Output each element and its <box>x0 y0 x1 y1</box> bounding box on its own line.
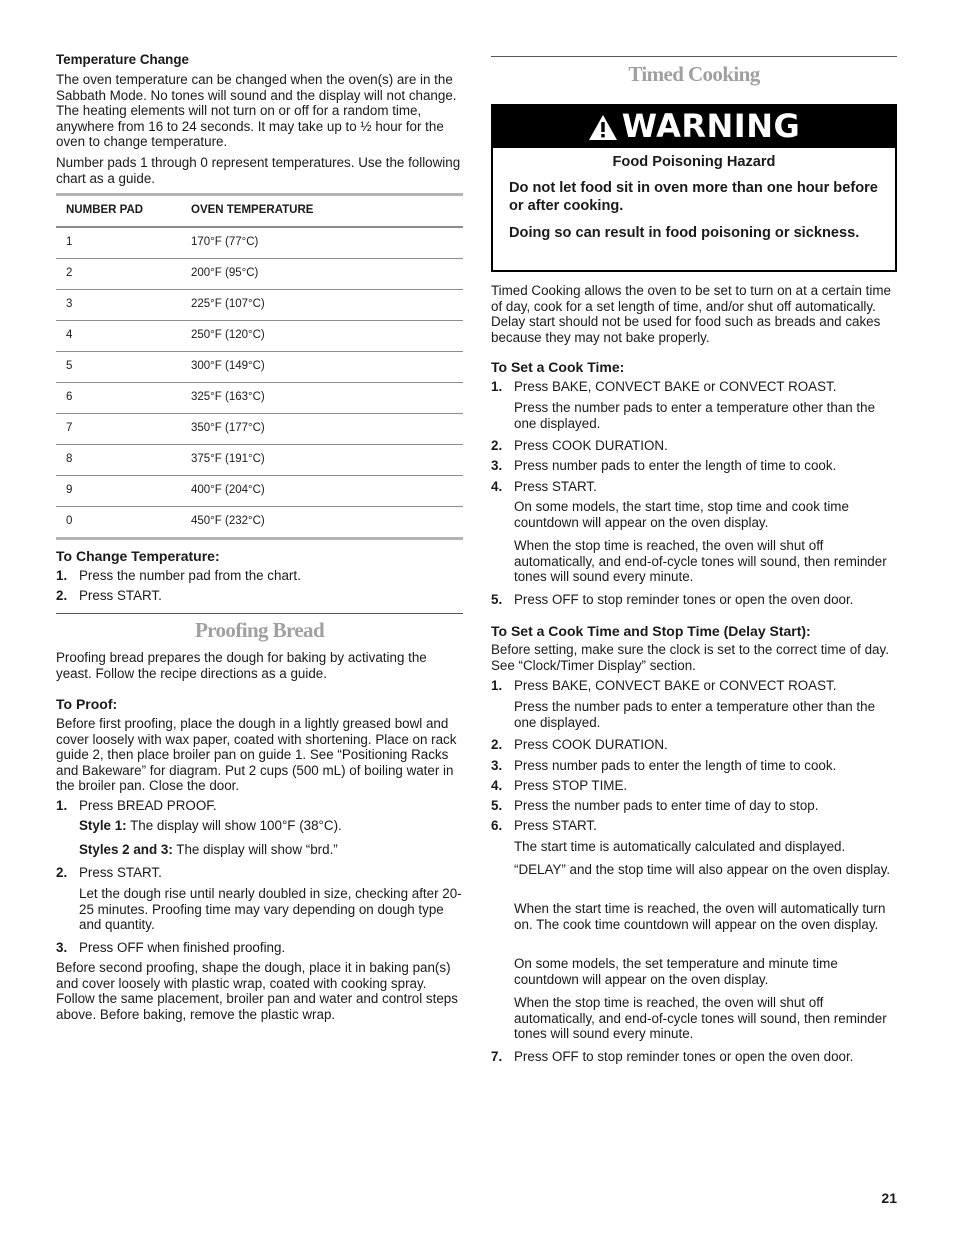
table-cell: 8 <box>56 445 191 476</box>
step-number: 2. <box>56 588 68 603</box>
step-text: Press OFF to stop reminder tones or open the oven door. <box>514 592 854 607</box>
step-note: The start time is automatically calculated and displayed. <box>514 839 846 854</box>
style-1-note <box>79 818 463 834</box>
style-1-label: Style 1: <box>79 818 127 833</box>
table-cell: 4 <box>56 321 191 352</box>
second-proofing-paragraph: Before second proofing, shape the dough, place it in baking pan(s) and cover loosely with plastic wrap, coated with cooking spray. Follow the same placement, broiler pan and water and control steps above. Before baking, remove the plastic wrap. <box>56 960 458 1022</box>
warning-header <box>493 106 895 148</box>
table-row <box>56 227 463 259</box>
timed-cooking-intro: Timed Cooking allows the oven to be set to turn on at a certain time of day, cook for a set length of time, and/or shut off automatically. Delay start should not be used for food such as breads and cakes because they may not bake properly. <box>491 283 891 345</box>
table-header-row <box>56 195 463 228</box>
table-cell: 0 <box>56 507 191 539</box>
warning-body <box>493 153 895 242</box>
step-number: 1. <box>56 568 68 583</box>
to-proof-paragraph: Before first proofing, place the dough in a lightly greased bowl and cover loosely with wax paper, coated with shortening. Place on rack guide 2, then place broiler pan on guide 1. See “Positioning Racks and Bakeware” for diagram. Put 2 cups (500 mL) of boiling water in the broiler pan. Close the door. <box>56 716 457 794</box>
step-number: 3. <box>491 758 503 773</box>
table-row <box>56 383 463 414</box>
step-note: When the start time is reached, the oven will automatically turn on. The cook time countdown will appear on the oven display. <box>514 901 886 932</box>
temperature-chart-intro: Number pads 1 through 0 represent temperatures. Use the following chart as a guide. <box>56 155 461 186</box>
table-cell: 450°F (232°C) <box>191 507 463 539</box>
warning-line-1: Do not let food sit in oven more than one hour before or after cooking. <box>509 180 878 214</box>
step-text: Press START. <box>79 588 162 603</box>
step-text: Press STOP TIME. <box>514 778 628 793</box>
section-divider <box>56 613 463 614</box>
to-proof-heading: To Proof: <box>56 696 118 712</box>
table-cell: 400°F (204°C) <box>191 476 463 507</box>
table-cell: 5 <box>56 352 191 383</box>
proofing-bread-title: Proofing Bread <box>194 618 325 642</box>
table-row <box>56 507 463 539</box>
warning-box <box>491 104 897 272</box>
table-row <box>56 352 463 383</box>
proofing-intro: Proofing bread prepares the dough for baking by activating the yeast. Follow the recipe directions as a guide. <box>56 650 427 681</box>
warning-label: WARNING <box>621 107 801 146</box>
step-text: Press number pads to enter the length of time to cook. <box>514 758 837 773</box>
step-text: Press START. <box>514 479 597 494</box>
warning-triangle-icon <box>588 114 618 141</box>
timed-cooking-title: Timed Cooking <box>628 62 760 86</box>
step-text: Press START. <box>79 865 162 880</box>
table-cell: 300°F (149°C) <box>191 352 463 383</box>
temperature-change-paragraph: The oven temperature can be changed when the oven(s) are in the Sabbath Mode. No tones will sound and the display will not change. The heating elements will not turn on or off for a random time, anywhere from 16 to 24 seconds. It may take up to ½ hour for the oven to change temperature. <box>56 72 457 150</box>
styles-2-3-note <box>79 842 463 858</box>
step-number: 1. <box>491 379 503 394</box>
change-temperature-heading: To Change Temperature: <box>56 548 220 564</box>
table-cell: 7 <box>56 414 191 445</box>
step-text: Press BREAD PROOF. <box>79 798 217 813</box>
section-divider <box>491 56 897 57</box>
step-number: 7. <box>491 1049 503 1064</box>
table-cell: 250°F (120°C) <box>191 321 463 352</box>
step-note: “DELAY” and the stop time will also appear on the oven display. <box>514 862 891 877</box>
table-cell: 325°F (163°C) <box>191 383 463 414</box>
step-note: On some models, the start time, stop time and cook time countdown will appear on the oven display. <box>514 499 849 530</box>
step-2-note: Let the dough rise until nearly doubled in size, checking after 20-25 minutes. Proofing time may vary depending on dough type and quantity. <box>79 886 462 933</box>
table-row <box>56 321 463 352</box>
step-text: Press OFF to stop reminder tones or open the oven door. <box>514 1049 854 1064</box>
table-cell: 1 <box>56 227 191 259</box>
step-text: Press the number pad from the chart. <box>79 568 301 583</box>
step-number: 1. <box>491 678 503 693</box>
step-number: 2. <box>491 737 503 752</box>
table-cell: 6 <box>56 383 191 414</box>
styles-2-3-text: The display will show “brd.” <box>172 842 338 857</box>
step-number: 4. <box>491 778 503 793</box>
warning-hazard: Food Poisoning Hazard <box>612 154 776 170</box>
table-cell: 350°F (177°C) <box>191 414 463 445</box>
style-1-text: The display will show 100°F (38°C). <box>126 818 342 833</box>
table-cell: 200°F (95°C) <box>191 259 463 290</box>
table-cell: 375°F (191°C) <box>191 445 463 476</box>
step-text: Press BAKE, CONVECT BAKE or CONVECT ROAST. <box>514 678 837 693</box>
table-row <box>56 259 463 290</box>
table-cell: 9 <box>56 476 191 507</box>
step-number: 1. <box>56 798 68 813</box>
step-number: 3. <box>56 940 68 955</box>
table-row <box>56 290 463 321</box>
step-note: Press the number pads to enter a temperature other than the one displayed. <box>514 400 876 431</box>
column-header-number-pad: NUMBER PAD <box>56 195 191 228</box>
table-row <box>56 445 463 476</box>
set-cook-time-heading: To Set a Cook Time: <box>491 359 625 375</box>
step-note: Press the number pads to enter a temperature other than the one displayed. <box>514 699 876 730</box>
delay-start-intro: Before setting, make sure the clock is set to the correct time of day. See “Clock/Timer Display” section. <box>491 642 889 673</box>
step-text: Press START. <box>514 818 597 833</box>
temperature-table <box>56 193 463 540</box>
column-header-oven-temperature: OVEN TEMPERATURE <box>191 195 463 228</box>
table-cell: 225°F (107°C) <box>191 290 463 321</box>
step-note: When the stop time is reached, the oven will shut off automatically, and end-of-cycle tones will sound, then reminder tones will sound every minute. <box>514 995 887 1042</box>
table-cell: 3 <box>56 290 191 321</box>
step-number: 4. <box>491 479 503 494</box>
table-row <box>56 476 463 507</box>
step-text: Press the number pads to enter time of day to stop. <box>514 798 819 813</box>
styles-2-3-label: Styles 2 and 3: <box>79 842 173 857</box>
step-text: Press BAKE, CONVECT BAKE or CONVECT ROAST. <box>514 379 837 394</box>
table-cell: 170°F (77°C) <box>191 227 463 259</box>
step-text: Press OFF when finished proofing. <box>79 940 286 955</box>
table-row <box>56 414 463 445</box>
step-text: Press number pads to enter the length of time to cook. <box>514 458 837 473</box>
step-number: 5. <box>491 798 503 813</box>
warning-line-2: Doing so can result in food poisoning or sickness. <box>509 225 860 241</box>
temperature-change-heading: Temperature Change <box>56 52 189 67</box>
delay-start-heading: To Set a Cook Time and Stop Time (Delay Start): <box>491 623 811 639</box>
step-text: Press COOK DURATION. <box>514 737 668 752</box>
table-cell: 2 <box>56 259 191 290</box>
step-number: 3. <box>491 458 503 473</box>
step-number: 2. <box>491 438 503 453</box>
step-number: 6. <box>491 818 503 833</box>
step-note: When the stop time is reached, the oven will shut off automatically, and end-of-cycle tones will sound, then reminder tones will sound every minute. <box>514 538 887 585</box>
step-note: On some models, the set temperature and minute time countdown will appear on the oven display. <box>514 956 838 987</box>
step-number: 5. <box>491 592 503 607</box>
step-text: Press COOK DURATION. <box>514 438 668 453</box>
page-number: 21 <box>881 1190 897 1206</box>
step-number: 2. <box>56 865 68 880</box>
